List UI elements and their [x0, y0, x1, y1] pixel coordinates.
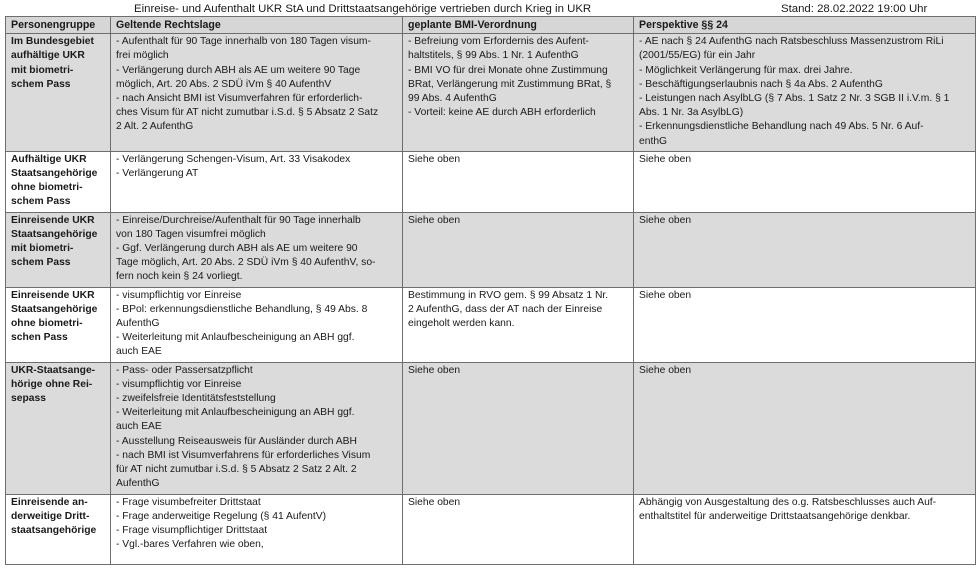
cell-text-line: - Ausstellung Reiseausweis für Ausländer durch ABH	[116, 435, 357, 447]
header	[0, 2, 979, 17]
cell-rechtslage	[111, 494, 403, 564]
cell-text-line: sepass	[11, 393, 46, 405]
cell-text-line: - Ggf. Verlängerung durch ABH als AE um weitere 90	[116, 243, 358, 255]
cell-text-line: Staatsangehörige	[11, 228, 98, 240]
cell-rechtslage	[111, 151, 403, 212]
cell-text-line: - AE nach § 24 AufenthG nach Ratsbeschluss Massenzustrom RiLi	[639, 36, 944, 48]
cell-text-line: ches Visum für AT nicht zumutbar i.S.d. § 5 Absatz 2 Satz	[116, 107, 379, 119]
cell-text-line: auch EAE	[116, 346, 162, 358]
cell-text-line: Bestimmung in RVO gem. § 99 Absatz 1 Nr.	[408, 289, 609, 301]
cell-text-line: Im Bundesgebiet	[11, 36, 94, 48]
table-header-row	[6, 17, 976, 34]
cell-personengruppe	[6, 362, 111, 494]
cell-bmi-verordnung	[403, 494, 634, 564]
cell-text-line: - Einreise/Durchreise/Aufenthalt für 90 Tage innerhalb	[116, 214, 361, 226]
table-row	[6, 287, 976, 362]
cell-text-line: AufenthG	[116, 318, 160, 330]
cell-rechtslage	[111, 34, 403, 152]
cell-text-line: - Vgl.-bares Verfahren wie oben,	[116, 539, 264, 551]
cell-text-line: enthG	[639, 135, 668, 147]
cell-text-line: - Weiterleitung mit Anlaufbescheinigung an ABH ggf.	[116, 332, 355, 344]
cell-text-line: - Aufenthalt für 90 Tage innerhalb von 180 Tagen visum-	[116, 36, 371, 48]
rules-table	[5, 16, 976, 565]
table-row	[6, 494, 976, 564]
cell-text-line: Siehe oben	[639, 214, 692, 226]
table-row	[6, 151, 976, 212]
cell-perspektive	[634, 212, 976, 287]
column-header-perspektive: Perspektive §§ 24	[634, 17, 976, 34]
cell-text-line: aufhältige UKR	[11, 50, 85, 62]
cell-text-line: mit biometri-	[11, 243, 74, 255]
cell-text-line: Abhängig von Ausgestaltung des o.g. Ratsbeschlusses auch Auf-	[639, 496, 937, 508]
cell-text-line: (2001/55/EG) für ein Jahr	[639, 50, 756, 62]
table-row	[6, 34, 976, 152]
cell-text-line: - Verlängerung Schengen-Visum, Art. 33 Visakodex	[116, 153, 351, 165]
cell-text-line: schem Pass	[11, 78, 71, 90]
cell-personengruppe	[6, 287, 111, 362]
cell-text-line: - nach BMI ist Visumverfahrens für erforderliches Visum	[116, 449, 371, 461]
cell-rechtslage	[111, 362, 403, 494]
cell-rechtslage	[111, 287, 403, 362]
cell-text-line: enthaltstitel für anderweitige Drittstaatsangehörige denkbar.	[639, 510, 911, 522]
cell-text-line: - visumpflichtig vor Einreise	[116, 289, 242, 301]
cell-bmi-verordnung	[403, 34, 634, 152]
cell-text-line: Siehe oben	[639, 289, 692, 301]
cell-text-line: Siehe oben	[639, 153, 692, 165]
cell-text-line: möglich, Art. 20 Abs. 2 SDÜ iVm § 40 AufenthV	[116, 78, 332, 90]
document-title: Einreise- und Aufenthalt UKR StA und Drittstaatsangehörige vertrieben durch Krieg in UKR	[134, 3, 592, 15]
cell-perspektive	[634, 34, 976, 152]
cell-text-line: Einreisende an-	[11, 496, 88, 508]
cell-bmi-verordnung	[403, 212, 634, 287]
cell-bmi-verordnung	[403, 287, 634, 362]
cell-personengruppe	[6, 34, 111, 152]
cell-text-line: Siehe oben	[408, 496, 461, 508]
cell-text-line: Einreisende UKR	[11, 289, 95, 301]
cell-text-line: hörige ohne Rei-	[11, 378, 93, 390]
table-row	[6, 212, 976, 287]
cell-text-line: Staatsangehörige	[11, 168, 98, 180]
cell-text-line: Siehe oben	[408, 153, 461, 165]
cell-text-line: Siehe oben	[408, 214, 461, 226]
cell-personengruppe	[6, 212, 111, 287]
cell-rechtslage	[111, 212, 403, 287]
table-body	[6, 34, 976, 564]
cell-text-line: - BPol: erkennungsdienstliche Behandlung, § 49 Abs. 8	[116, 303, 368, 315]
cell-text-line: Tage möglich, Art. 20 Abs. 2 SDÜ iVm § 40 AufenthV, so-	[116, 257, 376, 269]
cell-text-line: - visumpflichtig vor Einreise	[116, 378, 242, 390]
cell-text-line: schem Pass	[11, 257, 71, 269]
cell-text-line: Aufhältige UKR	[11, 153, 87, 165]
cell-personengruppe	[6, 151, 111, 212]
cell-text-line: 99 Abs. 4 AufenthG	[408, 93, 497, 105]
cell-text-line: - Möglichkeit Verlängerung für max. drei Jahre.	[639, 64, 853, 76]
table-row	[6, 362, 976, 494]
column-header-rechtslage: Geltende Rechtslage	[111, 17, 403, 34]
cell-text-line: - Befreiung vom Erfordernis des Aufent-	[408, 36, 589, 48]
cell-text-line: - Verlängerung durch ABH als AE um weitere 90 Tage	[116, 64, 361, 76]
cell-text-line: - Beschäftigungserlaubnis nach § 4a Abs. 2 AufenthG	[639, 78, 883, 90]
cell-text-line: - BMI VO für drei Monate ohne Zustimmung	[408, 64, 608, 76]
cell-text-line: UKR-Staatsange-	[11, 364, 96, 376]
cell-text-line: - Verlängerung AT	[116, 168, 199, 180]
cell-text-line: frei möglich	[116, 50, 169, 62]
cell-text-line: 2 AufenthG, dass der AT nach der Einreise	[408, 303, 603, 315]
cell-perspektive	[634, 151, 976, 212]
cell-text-line: - nach Ansicht BMI ist Visumverfahren für erforderlich-	[116, 93, 363, 105]
cell-text-line: Staatsangehörige	[11, 303, 98, 315]
cell-text-line: ohne biometri-	[11, 318, 83, 330]
cell-text-line: schem Pass	[11, 196, 71, 208]
column-header-personengruppe: Personengruppe	[6, 17, 111, 34]
cell-text-line: - Leistungen nach AsylbLG (§ 7 Abs. 1 Satz 2 Nr. 3 SGB II i.V.m. § 1	[639, 93, 950, 105]
cell-text-line: derweitige Dritt-	[11, 510, 90, 522]
cell-bmi-verordnung	[403, 362, 634, 494]
cell-text-line: AufenthG	[116, 478, 160, 490]
cell-text-line: - Frage visumbefreiter Drittstaat	[116, 496, 261, 508]
cell-text-line: staatsangehörige	[11, 524, 97, 536]
cell-text-line: - Erkennungsdienstliche Behandlung nach 49 Abs. 5 Nr. 6 Auf-	[639, 121, 924, 133]
cell-text-line: für AT nicht zumutbar i.S.d. § 5 Absatz 2 Satz 2 Alt. 2	[116, 464, 357, 476]
cell-text-line: - Frage anderweitige Regelung (§ 41 AufentV)	[116, 510, 327, 522]
cell-personengruppe	[6, 494, 111, 564]
cell-perspektive	[634, 287, 976, 362]
cell-text-line: eingeholt werden kann.	[408, 318, 515, 330]
cell-text-line: schen Pass	[11, 332, 68, 344]
cell-text-line: Siehe oben	[408, 364, 461, 376]
cell-text-line: haltstitels, § 99 Abs. 1 Nr. 1 AufenthG	[408, 50, 579, 62]
cell-text-line: von 180 Tagen visumfrei möglich	[116, 228, 266, 240]
cell-perspektive	[634, 362, 976, 494]
cell-text-line: - Frage visumpflichtiger Drittstaat	[116, 524, 268, 536]
cell-text-line: Siehe oben	[639, 364, 692, 376]
cell-text-line: ohne biometri-	[11, 182, 83, 194]
cell-text-line: - zweifelsfreie Identitätsfeststellung	[116, 393, 276, 405]
cell-bmi-verordnung	[403, 151, 634, 212]
cell-text-line: Abs. 1 Nr. 3a AsylbLG)	[639, 107, 744, 119]
cell-text-line: 2 Alt. 2 AufenthG	[116, 121, 194, 133]
cell-text-line: Einreisende UKR	[11, 214, 95, 226]
cell-text-line: - Pass- oder Passersatzpflicht	[116, 364, 253, 376]
cell-text-line: - Vorteil: keine AE durch ABH erforderlich	[408, 107, 596, 119]
cell-text-line: auch EAE	[116, 421, 162, 433]
cell-text-line: fern noch kein § 24 vorliegt.	[116, 271, 243, 283]
cell-text-line: - Weiterleitung mit Anlaufbescheinigung an ABH ggf.	[116, 407, 355, 419]
cell-perspektive	[634, 494, 976, 564]
status-date: Stand: 28.02.2022 19:00 Uhr	[781, 3, 928, 15]
column-header-bmi: geplante BMI-Verordnung	[403, 17, 634, 34]
cell-text-line: BRat, Verlängerung mit Zustimmung BRat, §	[408, 78, 612, 90]
cell-text-line: mit biometri-	[11, 64, 74, 76]
